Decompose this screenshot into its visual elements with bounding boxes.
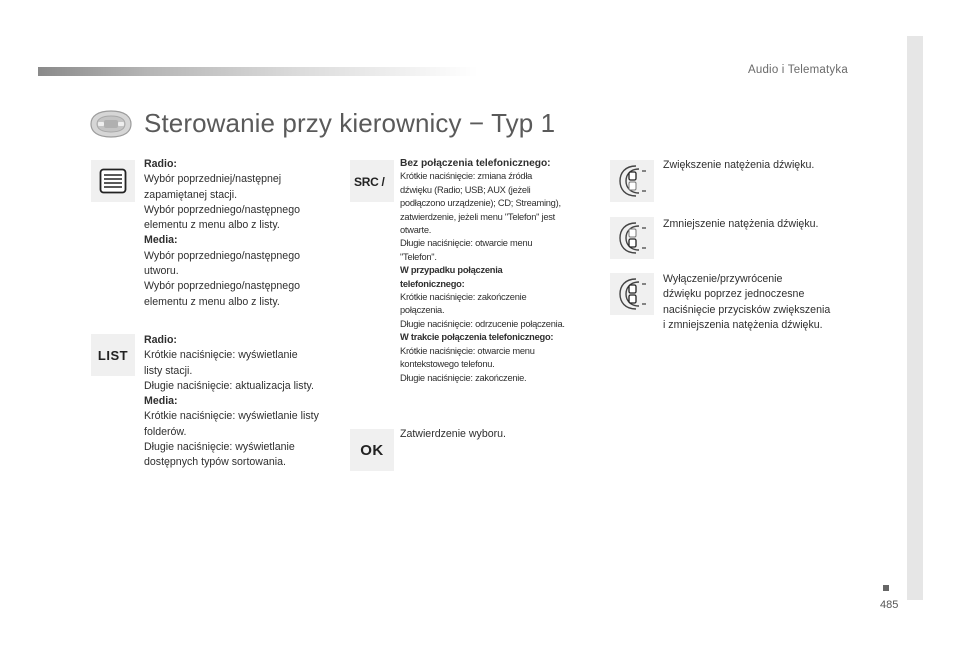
- media-heading: Media:: [144, 234, 178, 247]
- description-line: Wybór poprzedniego/następnego: [144, 280, 300, 293]
- volume-down-control-icon: [614, 220, 650, 256]
- description-line: dostępnych typów sortowania.: [144, 456, 286, 469]
- description-line: folderów.: [144, 425, 187, 438]
- src-phone-icon: [350, 160, 394, 202]
- mute-description: [663, 272, 830, 333]
- description-line: połączenia.: [400, 305, 445, 316]
- src-phone-description: [400, 157, 565, 385]
- volume-up-description: [663, 158, 814, 173]
- description-line: Długie naciśnięcie: odrzucenie połączenia.: [400, 318, 565, 329]
- ok-button-label: OK: [360, 441, 384, 459]
- description-line: Zwiększenie natężenia dźwięku.: [663, 159, 815, 171]
- description-line: kontekstowego telefonu.: [400, 359, 495, 370]
- description-line: Zmniejszenie natężenia dźwięku.: [663, 218, 819, 230]
- description-line: Wybór poprzedniej/następnej: [144, 173, 282, 186]
- description-line: Krótkie naciśnięcie: wyświetlanie listy: [144, 410, 319, 423]
- radio-heading: Radio:: [144, 334, 177, 346]
- description-line: Długie naciśnięcie: otwarcie menu: [400, 238, 533, 249]
- media-heading: Media:: [144, 395, 178, 408]
- description-line: Długie naciśnięcie: zakończenie.: [400, 372, 527, 383]
- description-line: Wybór poprzedniego/następnego: [144, 249, 300, 262]
- description-line: Krótkie naciśnięcie: wyświetlanie: [144, 349, 298, 362]
- description-line: elementu z menu albo z listy.: [144, 295, 280, 308]
- description-line: Krótkie naciśnięcie: zakończenie: [400, 292, 527, 303]
- steering-wheel-icon: [88, 107, 134, 141]
- description-line: listy stacji.: [144, 364, 193, 377]
- description-line: zapamiętanej stacji.: [144, 188, 238, 201]
- page-marker: [883, 585, 889, 591]
- description-line: Długie naciśnięcie: wyświetlanie: [144, 441, 295, 454]
- incoming-call-heading: telefonicznego:: [400, 278, 465, 289]
- section-title: Audio i Telematyka: [748, 64, 848, 76]
- list-button: [91, 334, 135, 376]
- volume-down-description: [663, 217, 818, 232]
- description-line: "Telefon".: [400, 251, 437, 262]
- description-line: dźwięku poprzez jednoczesne: [663, 288, 805, 301]
- mute-control-icon: [614, 276, 650, 312]
- description-line: podłączono urządzenie); CD; Streaming),: [400, 198, 561, 209]
- src-label: SRC /: [354, 175, 385, 189]
- page-edge-strip: [907, 36, 923, 600]
- description-line: Wyłączenie/przywrócenie: [663, 273, 783, 285]
- volume-up-control: [610, 160, 654, 202]
- description-line: zatwierdzenie, jeżeli menu "Telefon" jest: [400, 211, 555, 222]
- description-line: elementu z menu albo z listy.: [144, 219, 280, 232]
- description-line: i zmniejszenia natężenia dźwięku.: [663, 318, 823, 331]
- description-line: naciśnięcie przycisków zwiększenia: [663, 303, 831, 316]
- incoming-call-heading: W przypadku połączenia: [400, 265, 503, 276]
- description-line: utworu.: [144, 265, 179, 278]
- ok-button: [350, 429, 394, 471]
- radio-media-scroll-description: [144, 157, 300, 310]
- header-decor-bar: [38, 67, 478, 76]
- volume-up-control-icon: [614, 163, 650, 199]
- description-line: Krótkie naciśnięcie: zmiana źródła: [400, 171, 533, 182]
- page-number: 485: [880, 599, 899, 611]
- scroll-wheel-button: [91, 160, 135, 202]
- mute-control: [610, 273, 654, 315]
- no-call-heading: Bez połączenia telefonicznego:: [400, 158, 551, 169]
- src-phone-button: [350, 160, 394, 202]
- description-line: Krótkie naciśnięcie: otwarcie menu: [400, 345, 535, 356]
- list-description: [144, 333, 319, 471]
- description-line: Długie naciśnięcie: aktualizacja listy.: [144, 379, 314, 392]
- during-call-heading: W trakcie połączenia telefonicznego:: [400, 332, 554, 343]
- description-line: otwarte.: [400, 225, 432, 236]
- description-line: dźwięku (Radio; USB; AUX (jeżeli: [400, 184, 531, 195]
- volume-down-control: [610, 217, 654, 259]
- scroll-wheel-icon: [98, 166, 128, 196]
- description-line: Wybór poprzedniego/następnego: [144, 203, 300, 216]
- description-line: Zatwierdzenie wyboru.: [400, 428, 506, 440]
- ok-description: [400, 427, 506, 442]
- page-title: Sterowanie przy kierownicy − Typ 1: [144, 108, 556, 138]
- list-button-label: LIST: [97, 347, 129, 363]
- radio-heading: Radio:: [144, 158, 177, 170]
